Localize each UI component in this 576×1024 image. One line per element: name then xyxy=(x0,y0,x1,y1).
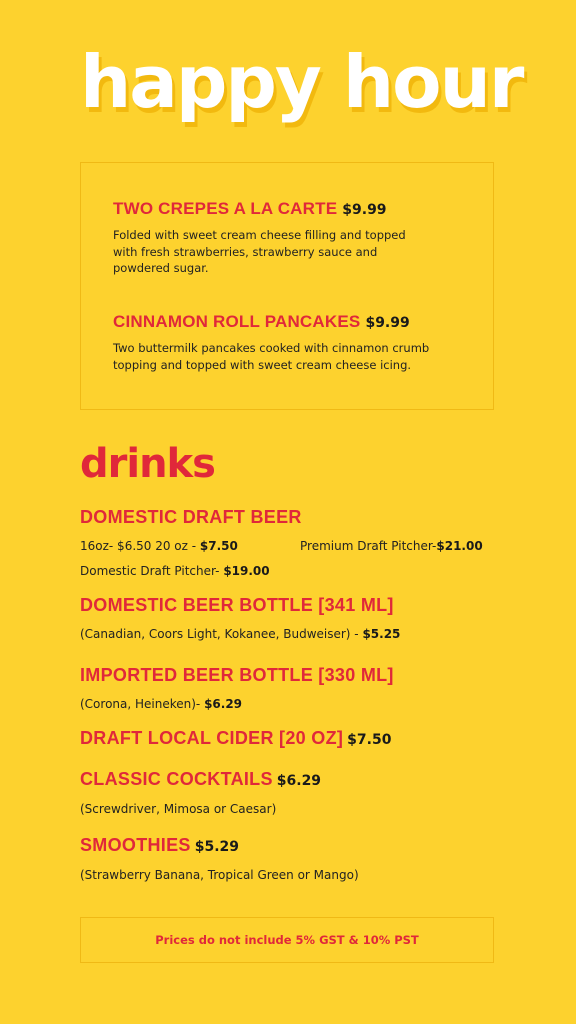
drink-domestic-draft-beer: DOMESTIC DRAFT BEER xyxy=(80,507,302,527)
drink-price: $5.29 xyxy=(194,839,240,855)
drink-name: DRAFT LOCAL CIDER [20 OZ] xyxy=(80,728,344,748)
drink-price: $21.00 xyxy=(436,539,483,553)
drink-draft-local-cider xyxy=(80,728,391,749)
tax-note-box xyxy=(80,917,494,963)
item-description-line: Two buttermilk pancakes cooked with cinnamon crumb xyxy=(113,341,430,355)
menu-item-crepes xyxy=(113,199,473,277)
item-description xyxy=(113,227,473,277)
page-title: happy hour xyxy=(80,40,523,124)
menu-item-pancakes xyxy=(113,312,473,373)
drink-price: $19.00 xyxy=(223,564,270,578)
food-specials-box xyxy=(80,162,494,410)
drink-detail-text: Domestic Draft Pitcher- xyxy=(80,564,224,578)
drink-price: $7.50 xyxy=(199,539,238,553)
drink-price: $6.29 xyxy=(204,697,243,711)
drink-detail xyxy=(80,697,242,711)
drink-detail xyxy=(80,627,400,641)
item-description xyxy=(113,340,473,373)
item-description-line: Folded with sweet cream cheese filling and topped xyxy=(113,228,406,242)
drink-price: $6.29 xyxy=(276,773,322,789)
drink-detail: (Screwdriver, Mimosa or Caesar) xyxy=(80,802,277,816)
drinks-heading: drinks xyxy=(80,441,215,487)
item-description-line: powdered sugar. xyxy=(113,261,209,275)
drink-price: $7.50 xyxy=(347,732,392,748)
tax-note: Prices do not include 5% GST & 10% PST xyxy=(155,933,419,947)
drink-detail-text: Premium Draft Pitcher- xyxy=(300,539,437,553)
item-price: $9.99 xyxy=(342,202,387,218)
drink-smoothies xyxy=(80,835,239,856)
drink-detail-text: (Corona, Heineken)- xyxy=(80,697,205,711)
item-price: $9.99 xyxy=(365,315,410,331)
drink-price: $5.25 xyxy=(362,627,401,641)
drink-detail: (Strawberry Banana, Tropical Green or Mango) xyxy=(80,868,359,882)
item-name: CINNAMON ROLL PANCAKES xyxy=(113,312,361,331)
drink-detail xyxy=(80,539,238,553)
item-description-line: topping and topped with sweet cream cheese icing. xyxy=(113,357,412,372)
drink-imported-beer-bottle: IMPORTED BEER BOTTLE [330 ML] xyxy=(80,665,394,685)
drink-classic-cocktails xyxy=(80,769,321,790)
drink-detail xyxy=(80,564,270,578)
drink-detail xyxy=(300,539,483,553)
drink-name: SMOOTHIES xyxy=(80,835,191,855)
drink-detail-text: 16oz- $6.50 20 oz - xyxy=(80,539,200,553)
item-name: TWO CREPES A LA CARTE xyxy=(113,199,338,218)
item-description-line: with fresh strawberries, strawberry sauce and xyxy=(113,244,378,259)
drink-name: CLASSIC COCKTAILS xyxy=(80,769,273,789)
drink-domestic-beer-bottle: DOMESTIC BEER BOTTLE [341 ML] xyxy=(80,595,394,615)
drink-detail-text: (Canadian, Coors Light, Kokanee, Budweiser) - xyxy=(80,627,363,641)
